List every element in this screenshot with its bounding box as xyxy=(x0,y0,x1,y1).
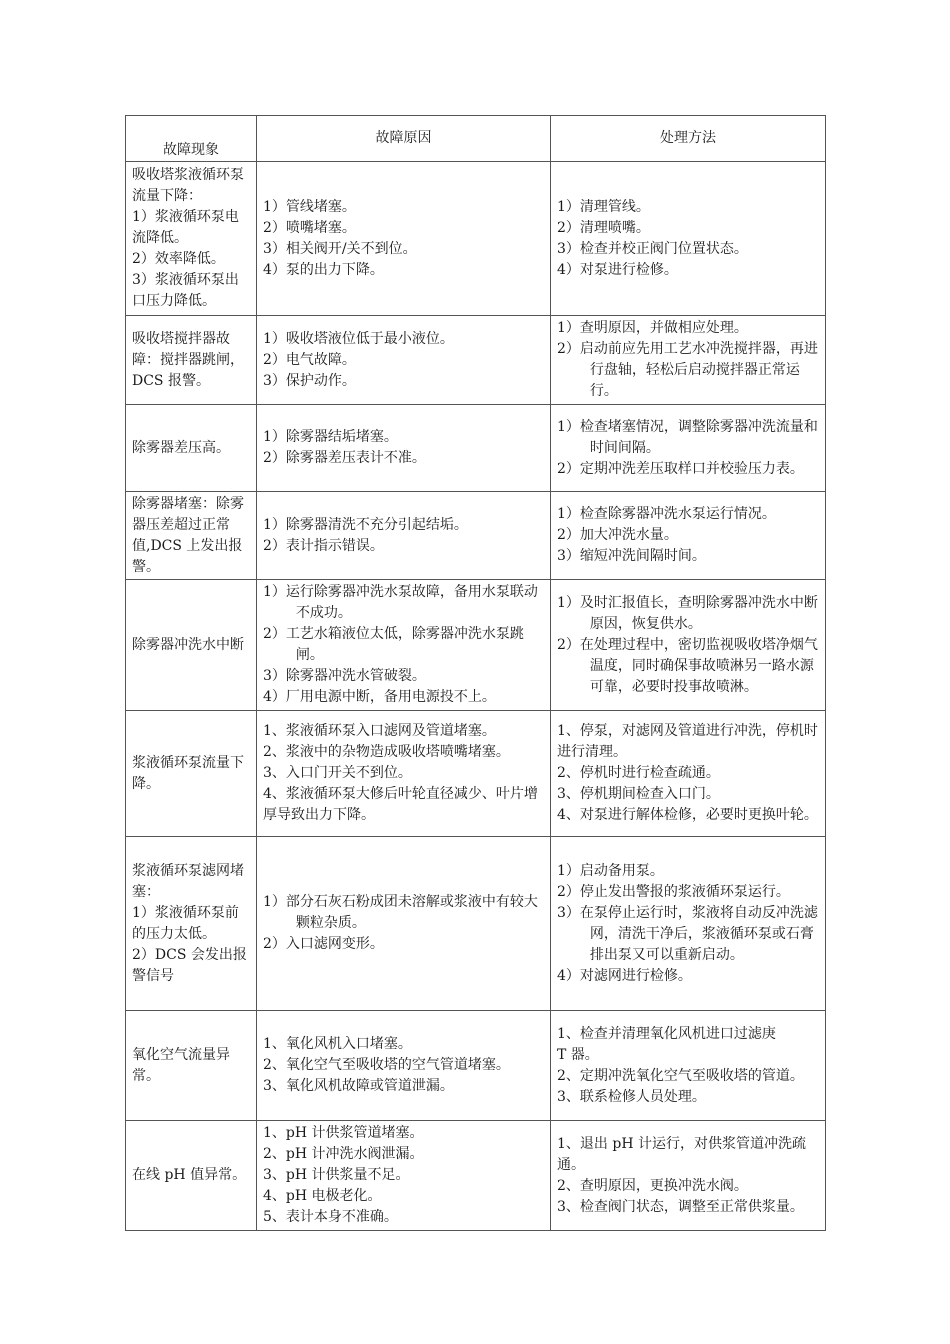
treatment-item: 1）启动备用泵。 xyxy=(557,862,664,879)
treatment-list xyxy=(557,1134,819,1218)
cause-item: 2、浆液中的杂物造成吸收塔喷嘴堵塞。 xyxy=(263,744,510,760)
cause-item: 2、氧化空气至吸收塔的空气管道堵塞。 xyxy=(263,1057,510,1073)
treatment-item: 3）检查并校正阀门位置状态。 xyxy=(557,240,748,257)
treatment-item: 4、对泵进行解体检修，必要时更换叶轮。 xyxy=(557,807,818,823)
cause-item: 3、pH 计供浆量不足。 xyxy=(263,1167,410,1183)
cause-cell xyxy=(257,405,551,492)
phenomenon-text: 氧化空气流量异常。 xyxy=(132,1046,230,1084)
treatment-cell xyxy=(551,837,826,1011)
cause-list xyxy=(263,329,544,392)
treatment-item: 1）查明原因，并做相应处理。 xyxy=(557,320,748,336)
treatment-item: 2）加大冲洗水量。 xyxy=(557,527,678,543)
header-phenomenon: 故障现象 xyxy=(126,116,257,162)
treatment-item: 3）缩短冲洗间隔时间。 xyxy=(557,548,706,564)
cause-item: 4、浆液循环泵大修后叶轮直径减少、叶片增厚导致出力下降。 xyxy=(263,786,538,823)
treatment-item: 1）检查除雾器冲洗水泵运行情况。 xyxy=(557,506,776,522)
phenomenon-text: 浆液循环泵滤网堵塞： xyxy=(132,862,244,900)
treatment-cell xyxy=(551,711,826,837)
treatment-item: 2）停止发出警报的浆液循环泵运行。 xyxy=(557,883,790,900)
phenomenon-cell xyxy=(126,837,257,1011)
cause-item: 1）除雾器清洗不充分引起结垢。 xyxy=(263,516,468,533)
cause-item: 1、氧化风机入口堵塞。 xyxy=(263,1036,412,1052)
phenomenon-cell xyxy=(126,162,257,316)
cause-item: 1、浆液循环泵入口滤网及管道堵塞。 xyxy=(263,723,496,739)
cause-cell xyxy=(257,316,551,405)
cause-list xyxy=(263,721,544,826)
cause-item: 4）泵的出力下降。 xyxy=(263,261,384,278)
treatment-item: 2）在处理过程中，密切监视吸收塔净烟气温度，同时确保事故喷淋另一路水源可靠，必要时投事故喷淋。 xyxy=(557,636,818,695)
treatment-item: 2）启动前应先用工艺水冲洗搅拌器，再进行盘轴，轻松后启动搅拌器正常运行。 xyxy=(557,341,818,399)
header-treatment: 处理方法 xyxy=(551,116,826,162)
cause-cell xyxy=(257,162,551,316)
cause-item: 2）表计指示错误。 xyxy=(263,537,384,554)
cause-item: 1）部分石灰石粉成团未溶解或浆液中有较大颗粒杂质。 xyxy=(263,894,538,931)
treatment-list xyxy=(557,504,819,567)
phenomenon-cell xyxy=(126,711,257,837)
cause-item: 2）电气故障。 xyxy=(263,351,356,368)
phenomenon-cell xyxy=(126,316,257,405)
table-row xyxy=(126,837,826,1011)
treatment-item: 1）检查堵塞情况，调整除雾器冲洗流量和时间间隔。 xyxy=(557,418,818,456)
cause-item: 2）喷嘴堵塞。 xyxy=(263,219,356,236)
treatment-item: 2、停机时进行检查疏通。 xyxy=(557,765,720,781)
treatment-list xyxy=(557,318,819,402)
cause-item: 1）运行除雾器冲洗水泵故障，备用水泵联动不成功。 xyxy=(263,584,538,621)
cause-item: 1）除雾器结垢堵塞。 xyxy=(263,429,398,445)
treatment-item: 4）对泵进行检修。 xyxy=(557,261,678,278)
cause-item: 4、pH 电极老化。 xyxy=(263,1188,382,1204)
treatment-cell xyxy=(551,1011,826,1121)
cause-cell xyxy=(257,492,551,580)
table-row xyxy=(126,1011,826,1121)
treatment-item: 2）定期冲洗差压取样口并校验压力表。 xyxy=(557,460,804,477)
table-row xyxy=(126,316,826,405)
table-row xyxy=(126,405,826,492)
phenomenon-cell xyxy=(126,580,257,711)
phenomenon-cell xyxy=(126,1121,257,1231)
treatment-list xyxy=(557,197,819,281)
treatment-list xyxy=(557,417,819,480)
phenomenon-text: 2）DCS 会发出报警信号 xyxy=(132,946,247,984)
cause-item: 3、入口门开关不到位。 xyxy=(263,765,412,781)
cause-item: 2）工艺水箱液位太低，除雾器冲洗水泵跳闸。 xyxy=(263,626,524,663)
table-row xyxy=(126,162,826,316)
cause-list xyxy=(263,582,544,708)
phenomenon-text: 1）浆液循环泵电流降低。 xyxy=(132,209,239,246)
cause-list xyxy=(263,515,544,557)
treatment-cell xyxy=(551,162,826,316)
phenomenon-text: 除雾器冲洗水中断 xyxy=(132,636,244,653)
phenomenon-cell xyxy=(126,405,257,492)
cause-item: 3）相关阀开/关不到位。 xyxy=(263,240,417,257)
cause-item: 3）保护动作。 xyxy=(263,372,356,389)
cause-list xyxy=(263,1123,544,1228)
treatment-list xyxy=(557,593,819,698)
phenomenon-text: 浆液循环泵流量下降。 xyxy=(132,754,244,792)
cause-list xyxy=(263,1034,544,1097)
table-row xyxy=(126,492,826,580)
treatment-item: 4）对滤网进行检修。 xyxy=(557,967,692,984)
phenomenon-text: 1）浆液循环泵前的压力太低。 xyxy=(132,904,239,942)
cause-item: 1）吸收塔液位低于最小液位。 xyxy=(263,330,454,347)
phenomenon-text: 2）效率降低。 xyxy=(132,251,225,267)
table-row xyxy=(126,711,826,837)
phenomenon-text: 吸收塔搅拌器故障：搅拌器跳闸，DCS 报警。 xyxy=(132,330,244,389)
header-row xyxy=(126,116,826,162)
treatment-item: 3）在泵停止运行时，浆液将自动反冲洗滤网，清洗干净后，浆液循环泵或石膏排出泵又可以重新启动。 xyxy=(557,904,818,963)
phenomenon-text: 除雾器差压高。 xyxy=(132,439,230,456)
fault-table xyxy=(125,115,826,1231)
treatment-cell xyxy=(551,405,826,492)
cause-cell xyxy=(257,580,551,711)
treatment-item: 2）清理喷嘴。 xyxy=(557,219,650,236)
treatment-item: T 器。 xyxy=(557,1046,599,1063)
cause-item: 2）入口滤网变形。 xyxy=(263,936,384,952)
cause-item: 2、pH 计冲洗水阀泄漏。 xyxy=(263,1146,424,1162)
cause-item: 1）管线堵塞。 xyxy=(263,198,356,215)
treatment-item: 1）及时汇报值长，查明除雾器冲洗水中断原因，恢复供水。 xyxy=(557,594,818,632)
phenomenon-text: 吸收塔浆液循环泵流量下降： xyxy=(132,167,244,204)
cause-list xyxy=(263,197,544,281)
cause-list xyxy=(263,892,544,955)
cause-list xyxy=(263,427,544,469)
treatment-item: 2、定期冲洗氧化空气至吸收塔的管道。 xyxy=(557,1067,804,1084)
phenomenon-cell xyxy=(126,492,257,580)
cause-item: 2）除雾器差压表计不准。 xyxy=(263,450,426,466)
treatment-list xyxy=(557,861,819,987)
cause-item: 3、氧化风机故障或管道泄漏。 xyxy=(263,1078,454,1094)
phenomenon-text: 除雾器堵塞：除雾器压差超过正常值,DCS 上发出报警。 xyxy=(132,495,244,575)
treatment-list xyxy=(557,721,819,826)
phenomenon-cell xyxy=(126,1011,257,1121)
cause-item: 4）厂用电源中断，备用电源投不上。 xyxy=(263,689,496,705)
treatment-item: 1、停泵，对滤网及管道进行冲洗，停机时进行清理。 xyxy=(557,723,818,760)
cause-item: 3）除雾器冲洗水管破裂。 xyxy=(263,668,426,684)
header-cause: 故障原因 xyxy=(257,116,551,162)
treatment-cell xyxy=(551,1121,826,1231)
phenomenon-text: 3）浆液循环泵出口压力降低。 xyxy=(132,272,239,309)
treatment-cell xyxy=(551,492,826,580)
treatment-item: 2、查明原因，更换冲洗水阀。 xyxy=(557,1177,748,1194)
table-row xyxy=(126,1121,826,1231)
treatment-item: 1、退出 pH 计运行，对供浆管道冲洗疏通。 xyxy=(557,1135,806,1173)
treatment-item: 3、停机期间检查入口门。 xyxy=(557,786,720,802)
cause-cell xyxy=(257,1121,551,1231)
table-row xyxy=(126,580,826,711)
cause-cell xyxy=(257,711,551,837)
treatment-item: 3、联系检修人员处理。 xyxy=(557,1088,706,1105)
treatment-list xyxy=(557,1024,819,1108)
treatment-cell xyxy=(551,316,826,405)
phenomenon-text: 在线 pH 值异常。 xyxy=(132,1167,247,1183)
treatment-item: 1）清理管线。 xyxy=(557,198,650,215)
treatment-item: 1、检查并清理氧化风机进口过滤庚 xyxy=(557,1025,776,1042)
cause-item: 1、pH 计供浆管道堵塞。 xyxy=(263,1125,424,1141)
cause-cell xyxy=(257,837,551,1011)
cause-item: 5、表计本身不准确。 xyxy=(263,1209,398,1225)
treatment-cell xyxy=(551,580,826,711)
cause-cell xyxy=(257,1011,551,1121)
treatment-item: 3、检查阀门状态，调整至正常供浆量。 xyxy=(557,1198,804,1215)
